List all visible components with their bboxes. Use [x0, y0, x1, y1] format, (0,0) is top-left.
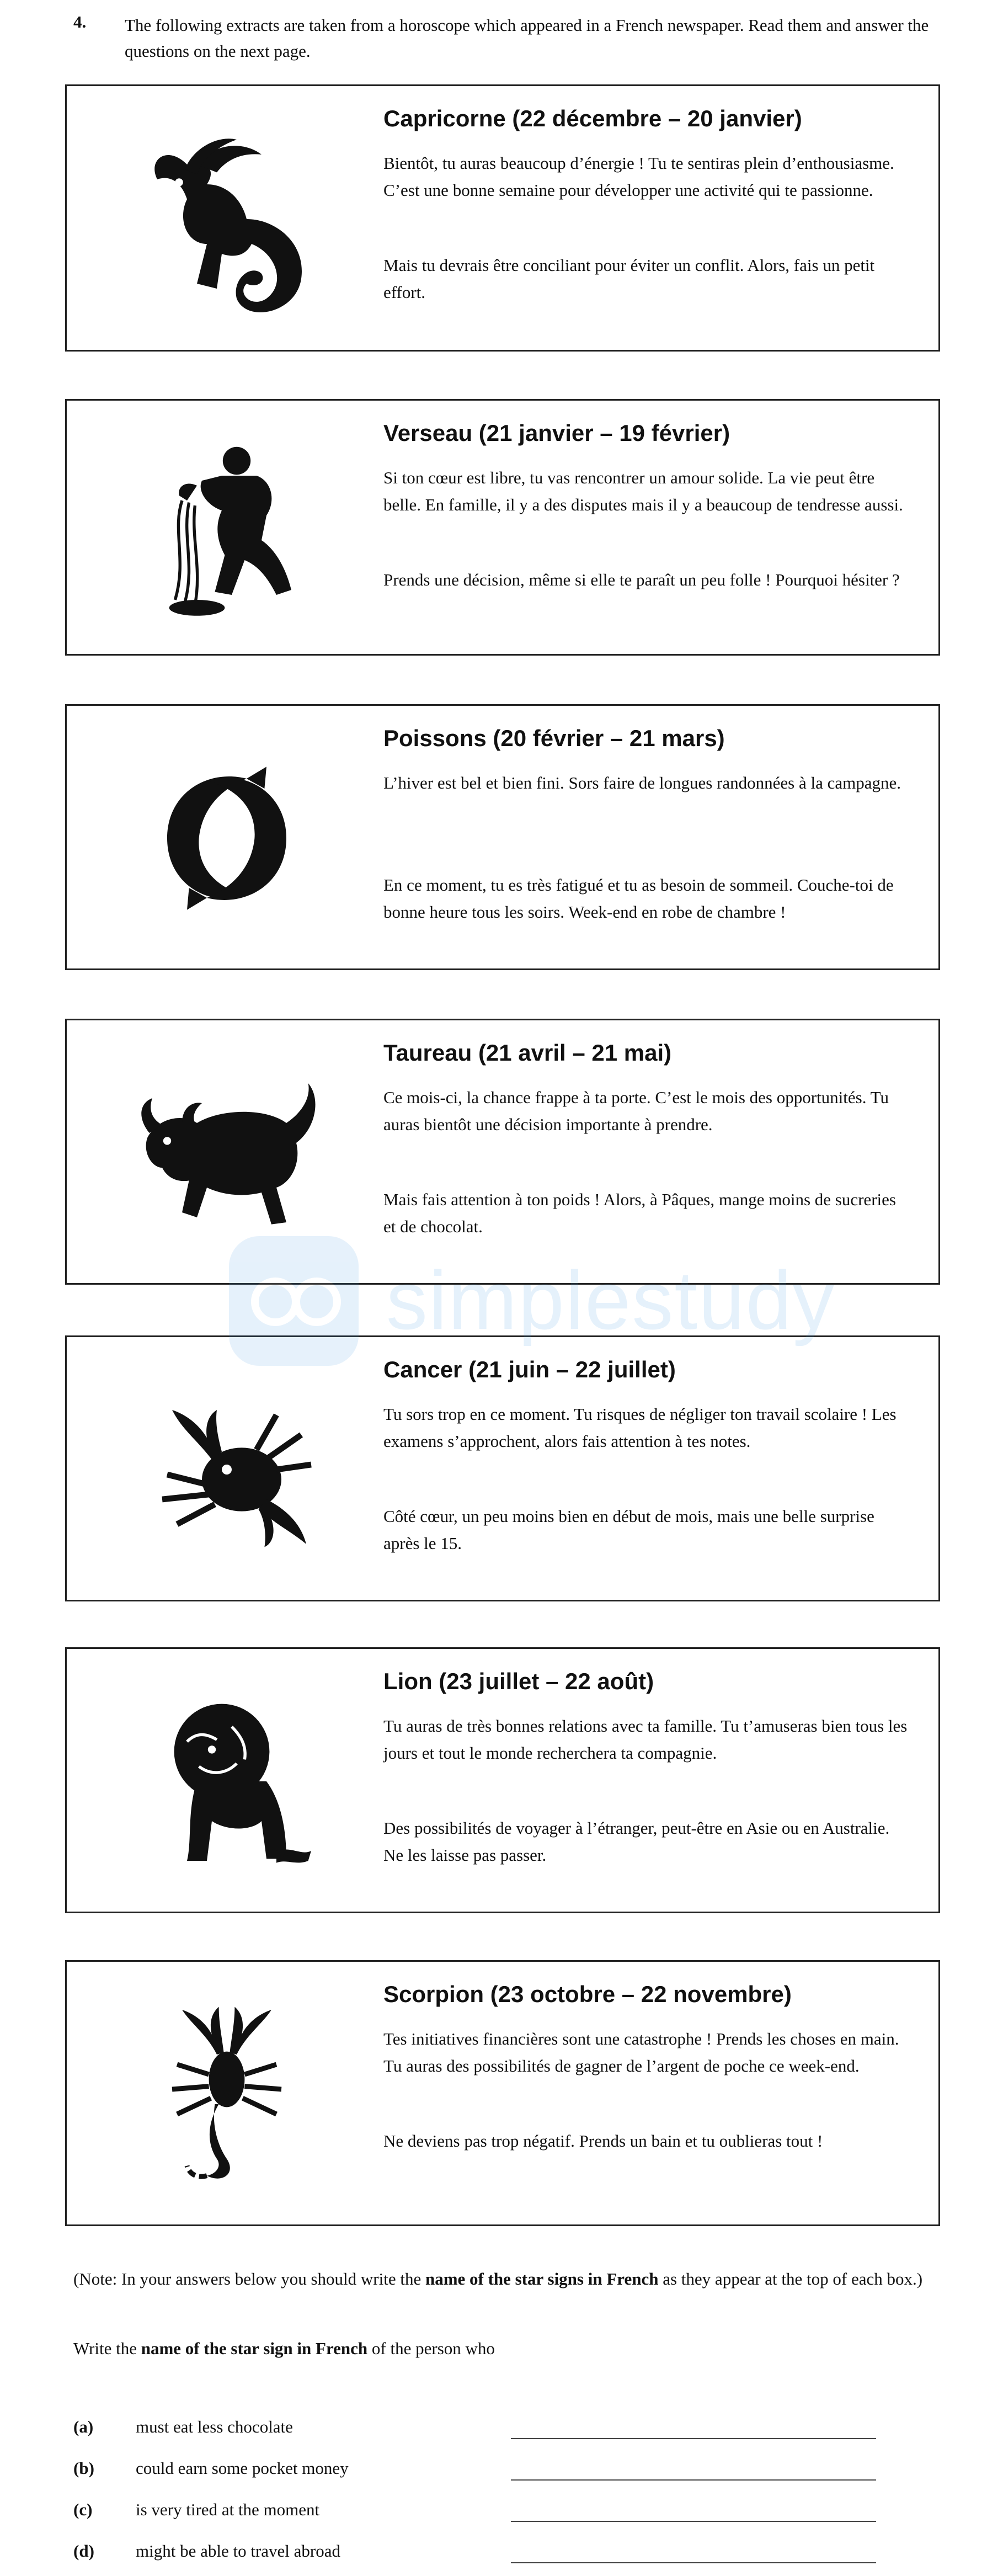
capricorn-icon	[127, 125, 326, 323]
question-text: is very tired at the moment	[136, 2500, 320, 2519]
question-text: must eat less chocolate	[136, 2417, 293, 2436]
question-intro: The following extracts are taken from a horoscope which appeared in a French newspaper. Read them and answer the questions on the next page.	[125, 15, 929, 61]
sign-paragraph-2: En ce moment, tu es très fatigué et tu as besoin de sommeil. Couche-toi de bonne heure tous les soirs. Week-end en robe de chambre !	[383, 875, 894, 922]
sign-paragraph-2: Des possibilités de voyager à l’étranger, peut-être en Asie ou en Australie. Ne les laisse pas passer.	[383, 1818, 890, 1865]
horoscope-box-lion	[65, 1647, 940, 1913]
question-row-b	[73, 2458, 934, 2486]
question-row-d	[73, 2541, 934, 2569]
sign-paragraph-1: Ce mois-ci, la chance frappe à ta porte. C’est le mois des opportunités. Tu auras bientôt une décision importante à prendre.	[383, 1088, 889, 1134]
horoscope-box-taureau	[65, 1019, 940, 1285]
question-label: (a)	[73, 2417, 94, 2436]
sign-paragraph-1: Tu sors trop en ce moment. Tu risques de négliger ton travail scolaire ! Les examens s’approchent, alors fais attention à tes notes.	[383, 1404, 897, 1451]
note: (Note: In your answers below you should write the name of the star signs in French as they appear at the top of each box.)	[73, 2269, 923, 2288]
sign-paragraph-1: L’hiver est bel et bien fini. Sors faire de longues randonnées à la campagne.	[383, 773, 901, 792]
sign-title: Lion (23 juillet – 22 août)	[383, 1668, 654, 1694]
question-label: (d)	[73, 2541, 94, 2561]
taurus-icon	[127, 1053, 326, 1252]
sign-paragraph-2: Ne deviens pas trop négatif. Prends un bain et tu oublieras tout !	[383, 2131, 823, 2151]
sign-title: Scorpion (23 octobre – 22 novembre)	[383, 1981, 792, 2007]
question-number: 4.	[73, 12, 87, 31]
sign-title: Cancer (21 juin – 22 juillet)	[383, 1356, 676, 1382]
question-text: might be able to travel abroad	[136, 2541, 341, 2561]
sign-title: Verseau (21 janvier – 19 février)	[383, 420, 730, 446]
instruction: Write the name of the star sign in French of the person who	[73, 2339, 495, 2358]
sign-paragraph-2: Prends une décision, même si elle te paraît un peu folle ! Pourquoi hésiter ?	[383, 570, 900, 589]
question-row-a	[73, 2417, 934, 2445]
aquarius-icon	[127, 431, 326, 630]
answer-line[interactable]	[511, 2562, 876, 2563]
horoscope-box-cancer	[65, 1335, 940, 1601]
answer-line[interactable]	[511, 2479, 876, 2481]
sign-paragraph-1: Tes initiatives financières sont une catastrophe ! Prends les choses en main. Tu auras des possibilités de gagner de l’argent de poche ce week-end.	[383, 2029, 899, 2075]
sign-paragraph-2: Mais fais attention à ton poids ! Alors, à Pâques, mange moins de sucreries et de chocolat.	[383, 1190, 896, 1236]
sign-paragraph-2: Côté cœur, un peu moins bien en début de mois, mais une belle surprise après le 15.	[383, 1507, 874, 1553]
sign-title: Capricorne (22 décembre – 20 janvier)	[383, 105, 802, 131]
question-label: (b)	[73, 2458, 94, 2478]
question-text: could earn some pocket money	[136, 2458, 349, 2478]
sign-paragraph-1: Tu auras de très bonnes relations avec ta famille. Tu t’amuseras bien tous les jours et tout le monde recherchera ta compagnie.	[383, 1716, 908, 1763]
sign-paragraph-1: Bientôt, tu auras beaucoup d’énergie ! Tu te sentiras plein d’enthousiasme. C’est une bonne semaine pour développer une activité qui te passionne.	[383, 153, 894, 200]
scorpio-icon	[127, 1995, 326, 2194]
question-label: (c)	[73, 2500, 93, 2519]
watermark-text: simplestudy	[386, 1254, 835, 1346]
cancer-icon	[127, 1370, 326, 1569]
horoscope-box-capricorne	[65, 84, 940, 352]
sign-title: Poissons (20 février – 21 mars)	[383, 725, 725, 751]
horoscope-box-poissons	[65, 704, 940, 970]
sign-paragraph-2: Mais tu devrais être conciliant pour éviter un conflit. Alors, fais un petit effort.	[383, 256, 875, 302]
answer-line[interactable]	[511, 2521, 876, 2522]
leo-icon	[127, 1682, 326, 1881]
horoscope-box-verseau	[65, 399, 940, 656]
sign-title: Taureau (21 avril – 21 mai)	[383, 1040, 672, 1066]
pisces-icon	[127, 739, 326, 938]
question-row-c	[73, 2500, 934, 2527]
answer-line[interactable]	[511, 2438, 876, 2439]
horoscope-box-scorpion	[65, 1960, 940, 2226]
sign-paragraph-1: Si ton cœur est libre, tu vas rencontrer un amour solide. La vie peut être belle. En famille, il y a des disputes mais il y a beaucoup de tendresse aussi.	[383, 468, 903, 514]
